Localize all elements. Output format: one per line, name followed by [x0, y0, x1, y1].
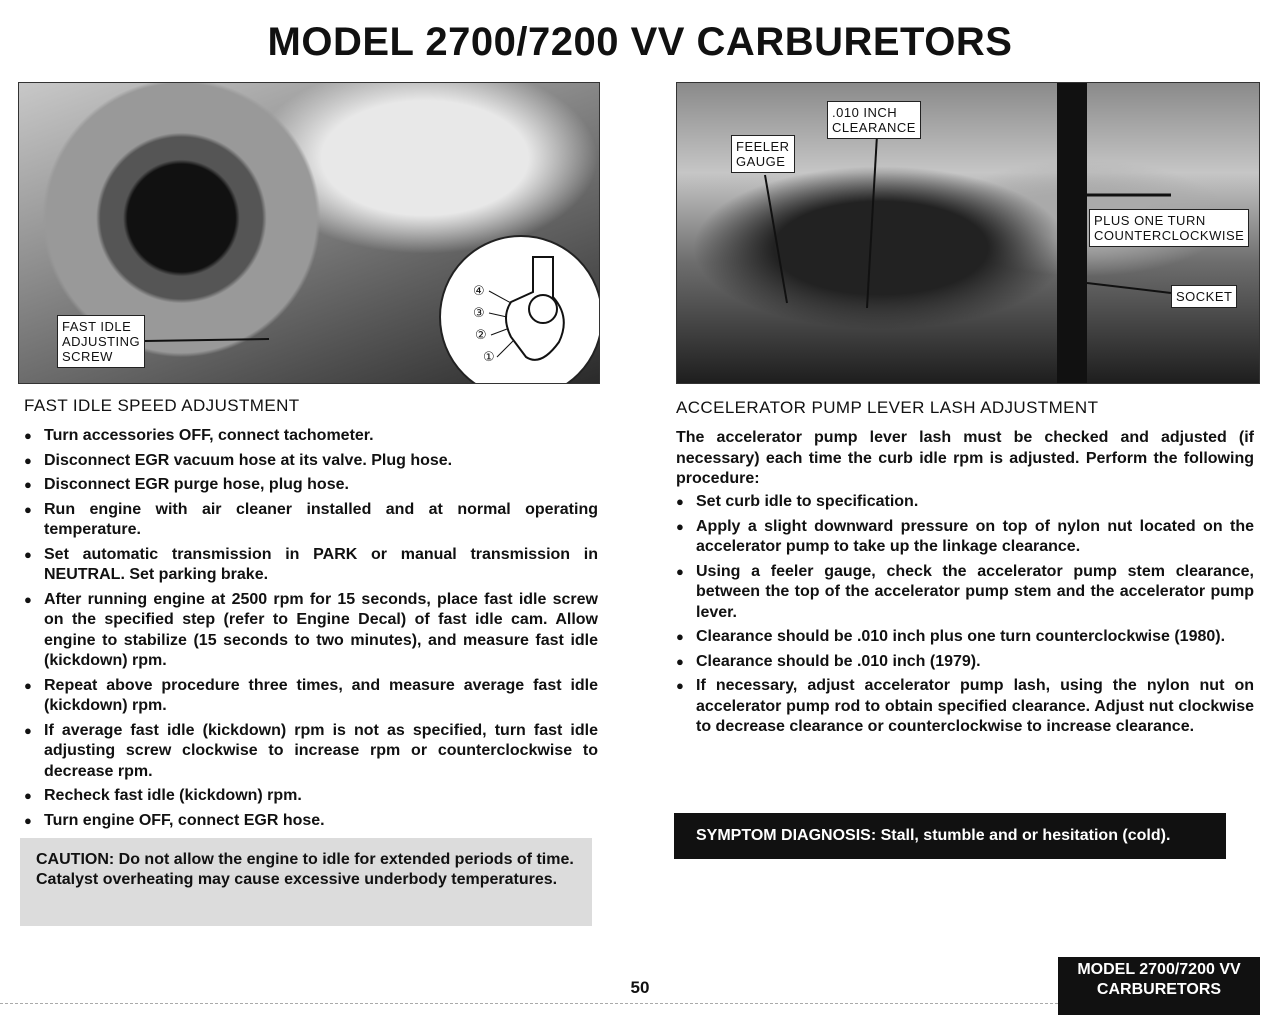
list-item: ● Disconnect EGR purge hose, plug hose.: [22, 475, 598, 496]
list-item: ● Set automatic transmission in PARK or manual transmission in NEUTRAL. Set parking brake.: [22, 545, 598, 586]
clearance-callout: .010 INCH CLEARANCE: [827, 101, 921, 139]
cam-step-3: ③: [473, 305, 485, 320]
cam-step-2: ②: [475, 327, 487, 342]
list-item: ● Using a feeler gauge, check the accelerator pump stem clearance, between the top of the accelerator pump stem and the accelerator pump lever.: [674, 562, 1254, 624]
pump-lash-steps: [674, 492, 1254, 742]
list-item: ● If necessary, adjust accelerator pump lash, using the nylon nut on accelerator pump rod to obtain specified clearance. Adjust nut clockwise to decrease clearance or counterclockwise to increase clearance.: [674, 676, 1254, 738]
cam-step-1: ①: [483, 349, 495, 364]
socket-callout: SOCKET: [1171, 285, 1237, 308]
list-item: ● Turn engine OFF, connect EGR hose.: [22, 811, 598, 832]
symptom-diagnosis-banner: SYMPTOM DIAGNOSIS: Stall, stumble and or hesitation (cold).: [674, 813, 1226, 859]
list-item: ● After running engine at 2500 rpm for 15 seconds, place fast idle screw on the specified step (refer to Engine Decal) of fast idle cam. Allow engine to stabilize (15 seconds to two minutes), and measure fast idle (kickdown) rpm.: [22, 590, 598, 672]
pump-lash-intro: The accelerator pump lever lash must be checked and adjusted (if necessary) each time the curb idle rpm is adjusted. Perform the following procedure:: [676, 429, 1254, 487]
footer-rule: [0, 1003, 1058, 1004]
list-item: ● Apply a slight downward pressure on top of nylon nut located on the accelerator pump to take up the linkage clearance.: [674, 517, 1254, 558]
list-item: ● Recheck fast idle (kickdown) rpm.: [22, 786, 598, 807]
fast-idle-steps: [22, 426, 598, 835]
list-item: ● Turn accessories OFF, connect tachometer.: [22, 426, 598, 447]
list-item: ● Run engine with air cleaner installed and at normal operating temperature.: [22, 500, 598, 541]
pump-lash-photo: [676, 82, 1260, 384]
pump-lash-heading: ACCELERATOR PUMP LEVER LASH ADJUSTMENT: [676, 398, 1099, 417]
list-item: ● Clearance should be .010 inch plus one turn counterclockwise (1980).: [674, 627, 1254, 648]
list-item: ● Set curb idle to specification.: [674, 492, 1254, 513]
turn-callout: PLUS ONE TURN COUNTERCLOCKWISE: [1089, 209, 1249, 247]
fast-idle-screw-callout: FAST IDLE ADJUSTING SCREW: [57, 315, 145, 368]
caution-box: CAUTION: Do not allow the engine to idle for extended periods of time. Catalyst overheating may cause excessive underbody temperatures.: [20, 838, 592, 926]
list-item: ● Disconnect EGR vacuum hose at its valve. Plug hose.: [22, 451, 598, 472]
list-item: ● Clearance should be .010 inch (1979).: [674, 652, 1254, 673]
footer-section-label: MODEL 2700/7200 VV CARBURETORS: [1058, 957, 1260, 1015]
cam-step-4: ④: [473, 283, 485, 298]
feeler-gauge-callout: FEELER GAUGE: [731, 135, 795, 173]
list-item: ● Repeat above procedure three times, and measure average fast idle (kickdown) rpm.: [22, 676, 598, 717]
list-item: ● If average fast idle (kickdown) rpm is not as specified, turn fast idle adjusting screw clockwise to increase rpm or counterclockwise to decrease rpm.: [22, 721, 598, 783]
page-number: 50: [630, 978, 650, 997]
fast-idle-photo: [18, 82, 600, 384]
fast-idle-heading: FAST IDLE SPEED ADJUSTMENT: [24, 396, 300, 415]
page-title: MODEL 2700/7200 VV CARBURETORS: [267, 20, 1013, 64]
